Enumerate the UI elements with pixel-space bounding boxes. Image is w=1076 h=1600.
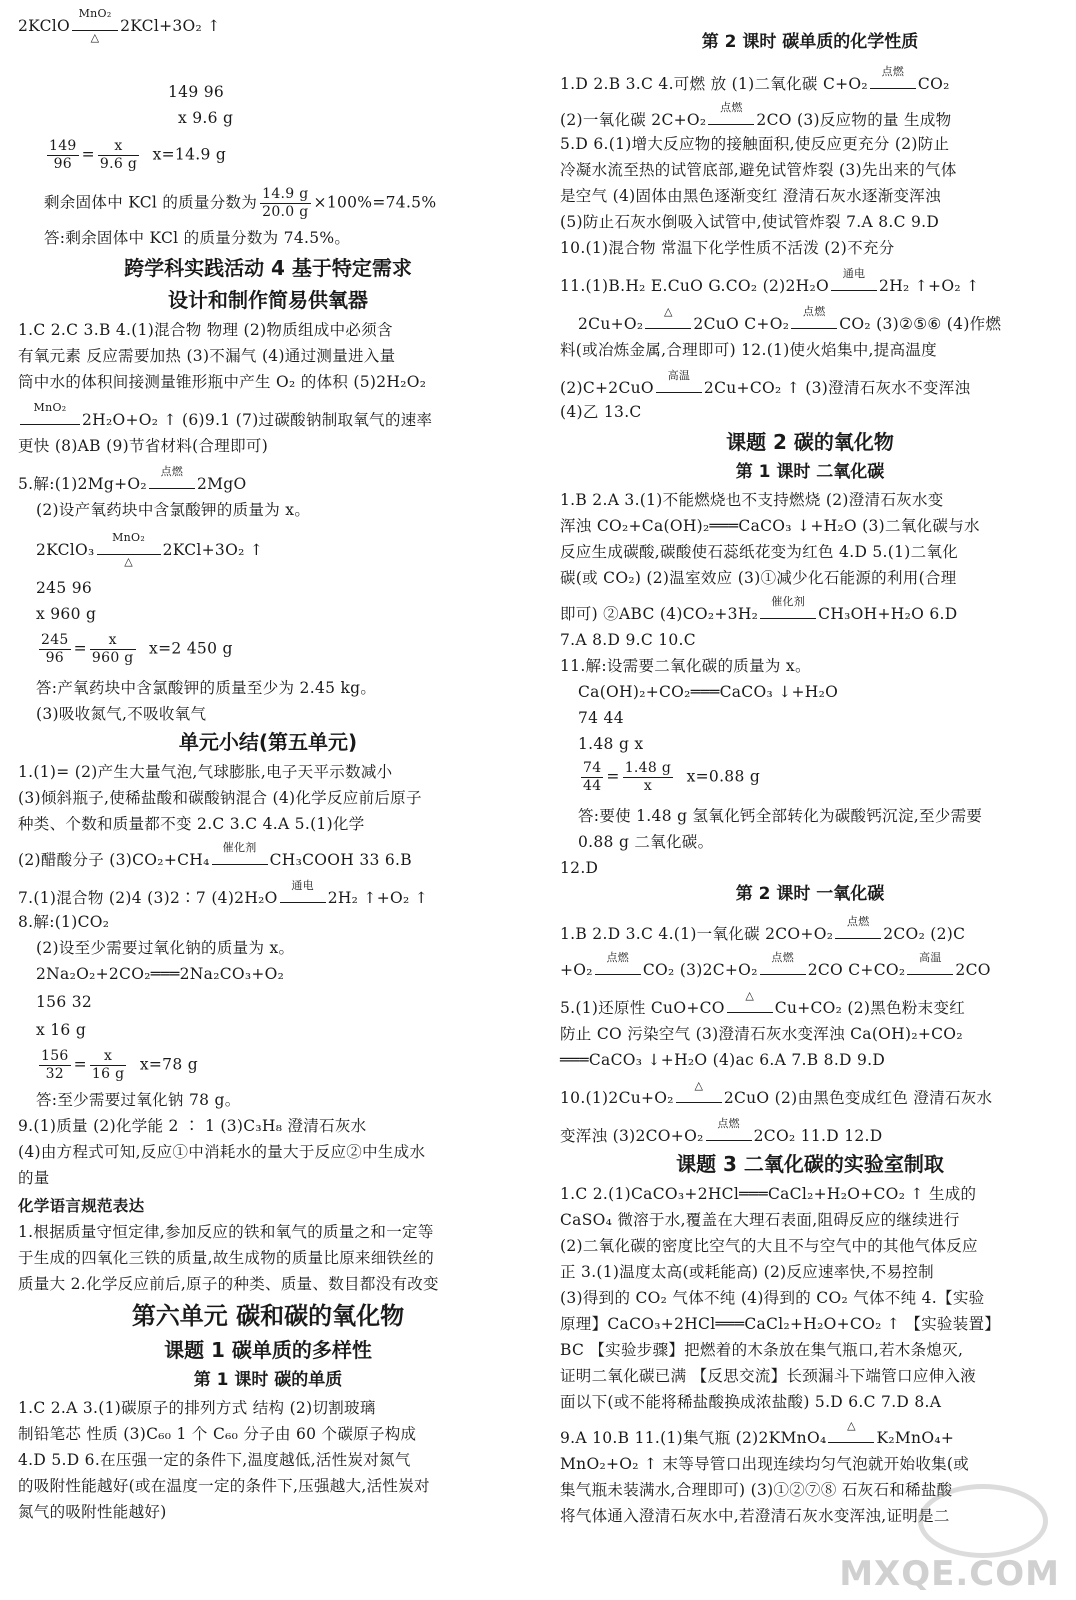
answer-line: 制铅笔芯 性质 (3)C₆₀ 1 个 C₆₀ 分子由 60 个碳原子构成 xyxy=(18,1425,417,1443)
answer-line: (3)得到的 CO₂ 气体不纯 (4)得到的 CO₂ 气体不纯 4.【实验 xyxy=(560,1289,985,1307)
lesson-heading: 第 2 课时 一氧化碳 xyxy=(735,884,885,904)
answer-line: 5.D 6.(1)增大反应物的接触面积,使反应更充分 (2)防止 xyxy=(560,135,950,153)
mass-fraction: 剩余固体中 KCl 的质量分数为 $\frac{14.9 g}{20.0 g}$ ×100%=74.5% xyxy=(44,186,437,220)
answer-line: (3)倾斜瓶子,使稀盐酸和碳酸钠混合 (4)化学反应前后原子 xyxy=(18,789,422,807)
proportion: $\frac{156}{32}$ = $\frac{x}{16 g}$ x=78 g xyxy=(41,1048,198,1082)
answer-line: 5.解:(1)2Mg+O₂ 点燃 2MgO xyxy=(18,465,247,493)
answer-line: 8.解:(1)CO₂ xyxy=(18,913,110,931)
answer-line: (2)一氧化碳 2C+O₂ 点燃 2CO (3)反应物的量 生成物 xyxy=(560,101,952,129)
section-heading: 课题 2 碳的氧化物 xyxy=(726,430,894,454)
section-heading: 课题 3 二氧化碳的实验室制取 xyxy=(676,1152,944,1176)
answer-line: 的吸附性能越好(或在温度一定的条件下,压强越大,活性炭对 xyxy=(18,1477,430,1495)
section-heading: 跨学科实践活动 4 基于特定需求 xyxy=(124,256,412,280)
answer-line: 1.B 2.A 3.(1)不能燃烧也不支持燃烧 (2)澄清石灰水变 xyxy=(560,491,944,509)
answer-line: 答:要使 1.48 g 氢氧化钙全部转化为碳酸钙沉淀,至少需要 xyxy=(578,807,983,825)
equation: Ca(OH)₂+CO₂═══CaCO₃ ↓+H₂O xyxy=(578,683,839,701)
answer-line: 即可) ②ABC (4)CO₂+3H₂ 催化剂 CH₃OH+H₂O 6.D xyxy=(560,595,958,623)
answer-line: 1.B 2.D 3.C 4.(1)一氧化碳 2CO+O₂ 点燃 2CO₂ (2)C xyxy=(560,915,966,943)
molar-masses: 149 96 xyxy=(168,83,225,101)
answer-line: 于生成的四氧化三铁的质量,故生成物的质量比原来细铁丝的 xyxy=(18,1249,435,1267)
answer-line: 种类、个数和质量都不变 2.C 3.C 4.A 5.(1)化学 xyxy=(18,815,365,833)
answer-line: 9.(1)质量 (2)化学能 2 ∶ 1 (3)C₃H₈ 澄清石灰水 xyxy=(18,1117,367,1135)
answer-line: 证明二氧化碳已满 【反思交流】长颈漏斗下端管口应伸入液 xyxy=(560,1367,977,1385)
answer-line: 变浑浊 (3)2CO+O₂ 点燃 2CO₂ 11.D 12.D xyxy=(560,1117,883,1145)
answer-line: 2Cu+O₂ △ 2CuO C+O₂ 点燃 CO₂ (3)②⑤⑥ (4)作燃 xyxy=(578,305,1002,333)
answer-line: 答:至少需要过氧化钠 78 g。 xyxy=(36,1091,241,1109)
molar-masses: 156 32 xyxy=(36,993,93,1011)
answer-line: 的量 xyxy=(18,1169,50,1187)
equation: 2Na₂O₂+2CO₂═══2Na₂CO₃+O₂ xyxy=(36,965,285,983)
molar-masses: 245 96 xyxy=(36,579,93,597)
answer-line: 更快 (8)AB (9)节省材料(合理即可) xyxy=(18,437,269,455)
equation-kclo3: 2KClO₃ MnO₂ △ 2KCl+3O₂ ↑ xyxy=(36,531,264,568)
subsection-heading: 化学语言规范表达 xyxy=(18,1197,145,1215)
answer-line: (2)醋酸分子 (3)CO₂+CH₄ 催化剂 CH₃COOH 33 6.B xyxy=(18,841,412,869)
answer-line: 集气瓶未装满水,合理即可) (3)①②⑦⑧ 石灰石和稀盐酸 xyxy=(560,1481,953,1499)
answer-line: 反应生成碳酸,碳酸使石蕊纸花变为红色 4.D 5.(1)二氧化 xyxy=(560,543,959,561)
answer-line: 氮气的吸附性能越好) xyxy=(18,1503,167,1521)
answer-line: 11.(1)B.H₂ E.CuO G.CO₂ (2)2H₂O 通电 2H₂ ↑+O₂ ↑ xyxy=(560,267,980,295)
answer-line: BC 【实验步骤】把燃着的木条放在集气瓶口,若木条熄灭, xyxy=(560,1341,964,1359)
answer-line: 答:产氧药块中含氯酸钾的质量至少为 2.45 kg。 xyxy=(36,679,377,697)
answer-line: 面以下(或不能将稀盐酸换成浓盐酸) 5.D 6.C 7.D 8.A xyxy=(560,1393,942,1411)
answer-line: 质量大 2.化学反应前后,原子的种类、质量、数目都没有改变 xyxy=(18,1275,439,1293)
answer-line: 有氧元素 反应需要加热 (3)不漏气 (4)通过测量进入量 xyxy=(18,347,396,365)
answer-line: ═══CaCO₃ ↓+H₂O (4)ac 6.A 7.B 8.D 9.D xyxy=(560,1051,886,1069)
answer-line: 5.(1)还原性 CuO+CO △ Cu+CO₂ (2)黑色粉末变红 xyxy=(560,989,966,1017)
answer-line: 1.C 2.(1)CaCO₃+2HCl═══CaCl₂+H₂O+CO₂ ↑ 生成的 xyxy=(560,1185,977,1203)
answer-line: 1.C 2.A 3.(1)碳原子的排列方式 结构 (2)切割玻璃 xyxy=(18,1399,376,1417)
masses: x 9.6 g xyxy=(178,109,234,127)
answer-line: 料(或冶炼金属,合理即可) 12.(1)使火焰集中,提高温度 xyxy=(560,341,937,359)
answer-line: CaSO₄ 微溶于水,覆盖在大理石表面,阻碍反应的继续进行 xyxy=(560,1211,960,1229)
answer-line: 11.解:设需要二氧化碳的质量为 x。 xyxy=(560,657,811,675)
answer-line: (2)二氧化碳的密度比空气的大且不与空气中的其他气体反应 xyxy=(560,1237,978,1255)
answer-line: MnO₂+O₂ ↑ 末等导管口出现连续均匀气泡就开始收集(或 xyxy=(560,1455,970,1473)
answer-line: (5)防止石灰水倒吸入试管中,使试管炸裂 7.A 8.C 9.D xyxy=(560,213,940,231)
masses: 1.48 g x xyxy=(578,735,644,753)
answer-line: 答:剩余固体中 KCl 的质量分数为 74.5%。 xyxy=(44,229,351,247)
section-heading: 课题 1 碳单质的多样性 xyxy=(164,1338,372,1362)
watermark-logo xyxy=(918,1484,1048,1558)
answer-line: 浑浊 CO₂+Ca(OH)₂═══CaCO₃ ↓+H₂O (3)二氧化碳与水 xyxy=(560,517,980,535)
answer-line: 0.88 g 二氧化碳。 xyxy=(578,833,714,851)
answer-line: MnO₂ 2H₂O+O₂ ↑ (6)9.1 (7)过碳酸钠制取氧气的速率 xyxy=(18,410,432,430)
answer-line: +O₂ 点燃 CO₂ (3)2C+O₂ 点燃 2CO C+CO₂ 高温 2CO xyxy=(560,951,991,979)
unit-heading: 第六单元 碳和碳的氧化物 xyxy=(131,1302,405,1330)
section-heading: 设计和制作简易供氧器 xyxy=(168,288,368,312)
proportion: $\frac{149}{96}$ = $\frac{x}{9.6 g}$ x=14.9 g xyxy=(49,138,227,172)
proportion: $\frac{74}{44}$ = $\frac{1.48 g}{x}$ x=0.88 g xyxy=(583,760,761,794)
answer-line: 筒中水的体积间接测量锥形瓶中产生 O₂ 的体积 (5)2H₂O₂ xyxy=(18,373,427,391)
answer-line: 将气体通入澄清石灰水中,若澄清石灰水变浑浊,证明是二 xyxy=(560,1507,950,1525)
answer-line: (2)C+2CuO 高温 2Cu+CO₂ ↑ (3)澄清石灰水不变浑浊 xyxy=(560,369,971,397)
answer-line: (3)吸收氮气,不吸收氧气 xyxy=(36,705,207,723)
masses: x 960 g xyxy=(36,605,97,623)
lesson-heading: 第 1 课时 二氧化碳 xyxy=(735,462,885,482)
lesson-heading: 第 1 课时 碳的单质 xyxy=(193,1370,343,1390)
reaction-condition: MnO₂ △ xyxy=(72,22,118,31)
section-heading: 单元小结(第五单元) xyxy=(178,730,358,754)
answer-line: 7.(1)混合物 (2)4 (3)2∶7 (4)2H₂O 通电 2H₂ ↑+O₂ ↑ xyxy=(18,879,429,907)
answer-line: 7.A 8.D 9.C 10.C xyxy=(560,631,696,649)
answer-line: (2)设至少需要过氧化钠的质量为 x。 xyxy=(36,939,295,957)
answer-line: 碳(或 CO₂) (2)温室效应 (3)①减少化石能源的利用(合理 xyxy=(560,569,957,587)
answer-line: 防止 CO 污染空气 (3)澄清石灰水变浑浊 Ca(OH)₂+CO₂ xyxy=(560,1025,963,1043)
masses: x 16 g xyxy=(36,1021,87,1039)
answer-line: 冷凝水流至热的试管底部,避免试管炸裂 (3)先出来的气体 xyxy=(560,161,957,179)
answer-line: 是空气 (4)固体由黑色逐渐变红 澄清石灰水逐渐变浑浊 xyxy=(560,187,941,205)
answer-line: 10.(1)2Cu+O₂ △ 2CuO (2)由黑色变成红色 澄清石灰水 xyxy=(560,1079,993,1107)
lesson-heading: 第 2 课时 碳单质的化学性质 xyxy=(701,32,919,52)
answer-line: 4.D 5.D 6.在压强一定的条件下,温度越低,活性炭对氮气 xyxy=(18,1451,411,1469)
answer-line: (4)乙 13.C xyxy=(560,403,642,421)
answer-line: 1.C 2.C 3.B 4.(1)混合物 物理 (2)物质组成中必须含 xyxy=(18,321,393,339)
answer-line: 12.D xyxy=(560,859,599,877)
answer-line: 原理】CaCO₃+2HCl═══CaCl₂+H₂O+CO₂ ↑ 【实验装置】 xyxy=(560,1315,1001,1333)
equation-kclo3: 2KClO MnO₂ △ 2KCl+3O₂ ↑ xyxy=(18,7,221,44)
proportion: $\frac{245}{96}$ = $\frac{x}{960 g}$ x=2 450 g xyxy=(41,632,233,666)
answer-line: 10.(1)混合物 常温下化学性质不活泼 (2)不充分 xyxy=(560,239,895,257)
molar-masses: 74 44 xyxy=(578,709,624,727)
answer-line: 1.(1)= (2)产生大量气泡,气球膨胀,电子天平示数减小 xyxy=(18,763,393,781)
answer-line: 1.D 2.B 3.C 4.可燃 放 (1)二氧化碳 C+O₂ 点燃 CO₂ xyxy=(560,65,950,93)
answer-line: 正 3.(1)温度太高(或耗能高) (2)反应速率快,不易控制 xyxy=(560,1263,934,1281)
answer-line: 9.A 10.B 11.(1)集气瓶 (2)2KMnO₄ △ K₂MnO₄+ xyxy=(560,1419,955,1447)
watermark-text: MXQE.COM xyxy=(839,1554,1060,1594)
answer-line: (4)由方程式可知,反应①中消耗水的量大于反应②中生成水 xyxy=(18,1143,426,1161)
answer-line: (2)设产氧药块中含氯酸钾的质量为 x。 xyxy=(36,501,311,519)
answer-line: 1.根据质量守恒定律,参加反应的铁和氧气的质量之和一定等 xyxy=(18,1223,434,1241)
